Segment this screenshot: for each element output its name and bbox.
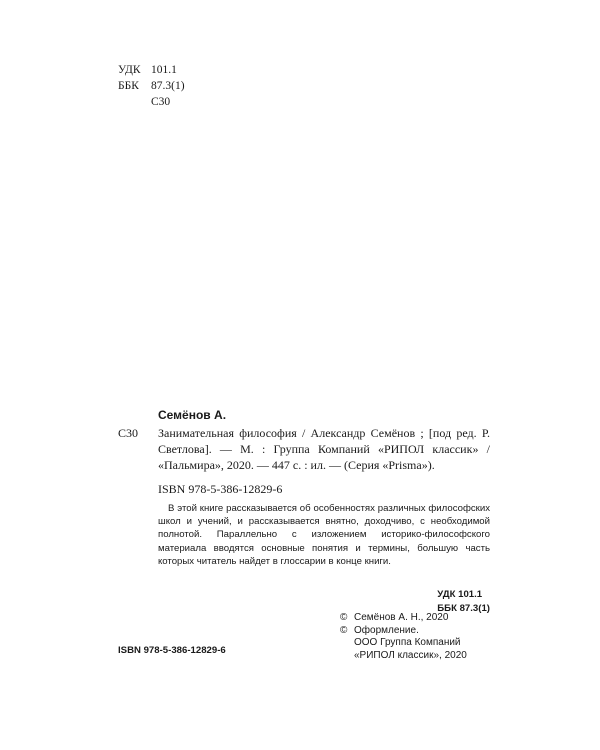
udk-bottom: УДК 101.1 <box>437 589 483 600</box>
annotation-text: В этой книге рассказывается об особенностях различных философских школ и учений, и рассказывается внятно, доходчиво, с необходимой полнотой. Параллельно с изложением историко-философского материала вводятся основные понятия и термины, большую часть которых читатель найдет в глоссарии в конце книги. <box>158 503 490 567</box>
classification-codes-bottom <box>437 588 490 615</box>
author-mark: С30 <box>118 426 139 440</box>
copyright-author: Семёнов А. Н., 2020 <box>354 612 449 623</box>
udk-label: УДК <box>118 64 141 76</box>
copyright-block <box>340 612 467 662</box>
annotation <box>158 502 490 568</box>
isbn-record: ISBN 978-5-386-12829-6 <box>158 482 283 496</box>
copyright-publisher: ООО Группа Компаний <box>354 637 461 649</box>
bibliographic-record <box>118 407 490 497</box>
copyright-line-author <box>340 612 467 625</box>
copyright-publisher-year: «РИПОЛ классик», 2020 <box>354 649 467 661</box>
copyright-symbol: © <box>340 624 348 636</box>
bbk-bottom: ББК 87.3(1) <box>437 602 490 614</box>
udk-row <box>118 62 185 78</box>
bbk-value: 87.3(1) <box>151 80 185 92</box>
bibliographic-entry <box>118 425 490 473</box>
bbk-row <box>118 78 185 94</box>
author-heading: Семёнов А. <box>158 408 227 422</box>
bbk-label: ББК <box>118 80 139 92</box>
udk-value: 101.1 <box>151 64 177 76</box>
author-mark-top: С30 <box>151 96 171 108</box>
bibliographic-description: Занимательная философия / Александр Семёнов ; [под ред. Р. Светлова]. — М. : Группа Компаний «РИПОЛ классик» / «Пальмира», 2020. — 447 с. : ил. — (Серия «Prisma»). <box>158 426 490 472</box>
copyright-design: Оформление. <box>354 624 419 636</box>
classification-codes-top <box>118 62 185 110</box>
copyright-symbol: © <box>340 612 348 623</box>
isbn-bottom: ISBN 978-5-386-12829-6 <box>118 645 226 656</box>
copyright-line-design <box>340 625 467 638</box>
